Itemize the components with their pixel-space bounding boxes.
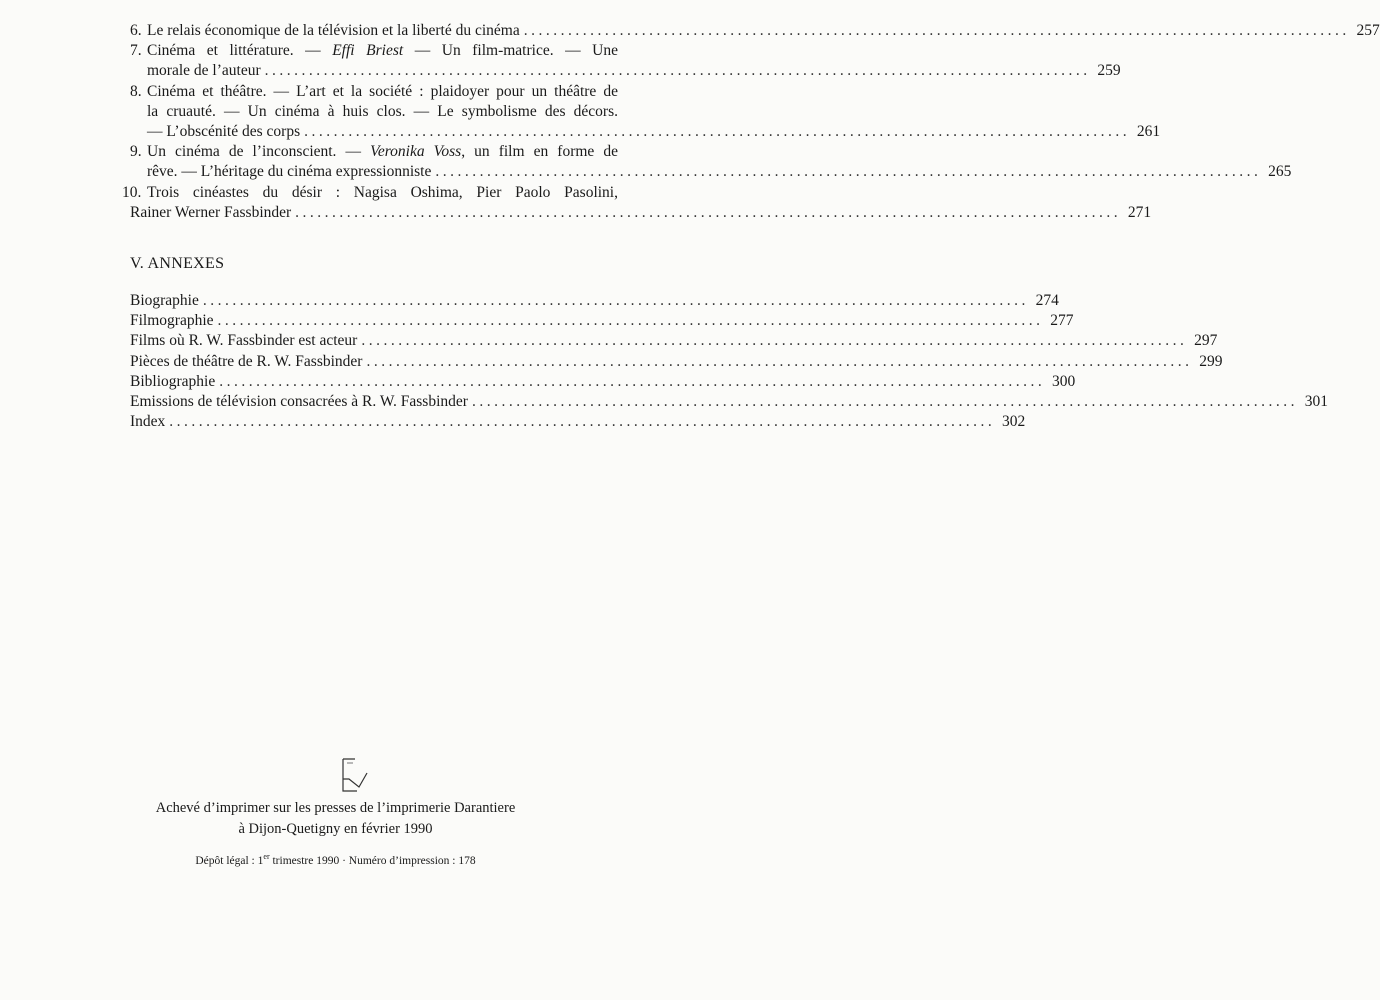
toc-entry-7 <box>130 41 1121 81</box>
page-number: 300 <box>1052 372 1076 390</box>
entry-title-line: Cinéma et théâtre. — L’art et la société : plaidoyer pour un théâtre de <box>147 82 618 100</box>
colophon <box>0 798 671 840</box>
dot-leader: ................................................................................................................ <box>304 123 1131 141</box>
entry-title-line: Trois cinéastes du désir : Nagisa Oshima, Pier Paolo Pasolini, <box>147 183 618 201</box>
dot-leader: ................................................................................................................ <box>217 312 1044 330</box>
toc-entry-9 <box>130 142 1292 182</box>
toc-entry <box>130 311 1074 331</box>
dot-leader: ................................................................................................................ <box>435 163 1262 181</box>
page-number: 257 <box>1356 22 1380 39</box>
entry-title-line: Un cinéma de l’inconscient. — Veronika Voss, un film en forme de <box>147 143 618 161</box>
section-heading: V. ANNEXES <box>130 255 225 272</box>
entry-title: Biographie <box>130 292 199 309</box>
page-number: 277 <box>1050 312 1074 330</box>
film-title: Veronika Voss <box>370 143 462 161</box>
entry-title-line: rêve. — L’héritage du cinéma expressionniste <box>147 163 432 181</box>
toc-entry <box>130 412 1026 432</box>
entry-title: Index <box>130 413 166 431</box>
entry-title-line: la cruauté. — Un cinéma à huis clos. — Le symbolisme des décors. <box>147 102 618 120</box>
dot-leader: ................................................................................................................ <box>523 22 1350 39</box>
page-number: 265 <box>1268 163 1292 181</box>
entry-title-line: — L’obscénité des corps <box>147 123 301 141</box>
legal-deposit: Dépôt légal : 1er trimestre 1990 · Numéro d’impression : 178 <box>195 852 476 867</box>
page-number: 259 <box>1097 62 1121 80</box>
entry-title: Le relais économique de la télévision et la liberté du cinéma <box>147 22 520 39</box>
entry-number: 9. <box>130 143 142 161</box>
entry-title-line: Cinéma et littérature. — Effi Briest — Un film-matrice. — Une <box>147 42 619 60</box>
page-number: 261 <box>1136 123 1161 141</box>
toc-entry-10 <box>122 183 618 203</box>
colophon-line: Achevé d’imprimer sur les presses de l’imprimerie Darantiere <box>155 800 516 816</box>
entry-title-line: morale de l’auteur <box>147 62 261 80</box>
entry-title: Films où R. W. Fassbinder est acteur <box>130 332 358 350</box>
toc-part-iv <box>122 21 1380 223</box>
film-title: Effi Briest <box>332 42 404 60</box>
toc-annexes <box>130 291 1328 432</box>
toc-entry <box>130 372 1076 392</box>
page-number: 302 <box>1002 413 1026 431</box>
entry-title-line: Rainer Werner Fassbinder <box>130 203 292 221</box>
dot-leader: ................................................................................................................ <box>471 393 1298 411</box>
entry-number: 6. <box>130 22 142 39</box>
entry-title: Bibliographie <box>130 372 216 390</box>
dot-leader: ................................................................................................................ <box>366 352 1193 370</box>
toc-entry <box>130 291 1059 311</box>
colophon-line: à Dijon-Quetigny en février 1990 <box>238 821 433 837</box>
page-number: 301 <box>1304 393 1328 411</box>
printer-logo-icon <box>337 757 373 795</box>
page-number: 271 <box>1127 203 1152 221</box>
page-number: 299 <box>1199 352 1223 370</box>
dot-leader: ................................................................................................................ <box>219 372 1046 390</box>
dot-leader: ................................................................................................................ <box>169 413 996 431</box>
toc-entry-6 <box>130 21 1380 41</box>
entry-title: Filmographie <box>130 312 214 330</box>
entry-title: Pièces de théâtre de R. W. Fassbinder <box>130 352 363 370</box>
entry-number: 8. <box>130 82 142 100</box>
dot-leader: ................................................................................................................ <box>264 62 1091 80</box>
entry-title: Emissions de télévision consacrées à R. W. Fassbinder <box>130 393 468 411</box>
page-number: 274 <box>1035 292 1059 309</box>
page-number: 297 <box>1194 332 1218 350</box>
toc-entry-8 <box>130 82 1161 143</box>
ordinal-superscript: er <box>263 852 270 861</box>
toc-entry-10-cont <box>130 203 1152 223</box>
entry-number: 7. <box>130 42 142 60</box>
toc-entry <box>130 392 1328 412</box>
toc-entry <box>130 331 1218 351</box>
dot-leader: ................................................................................................................ <box>361 332 1188 350</box>
dot-leader: ................................................................................................................ <box>295 203 1122 221</box>
toc-entry <box>130 352 1223 372</box>
dot-leader: ................................................................................................................ <box>202 292 1029 309</box>
entry-number: 10. <box>122 183 142 201</box>
